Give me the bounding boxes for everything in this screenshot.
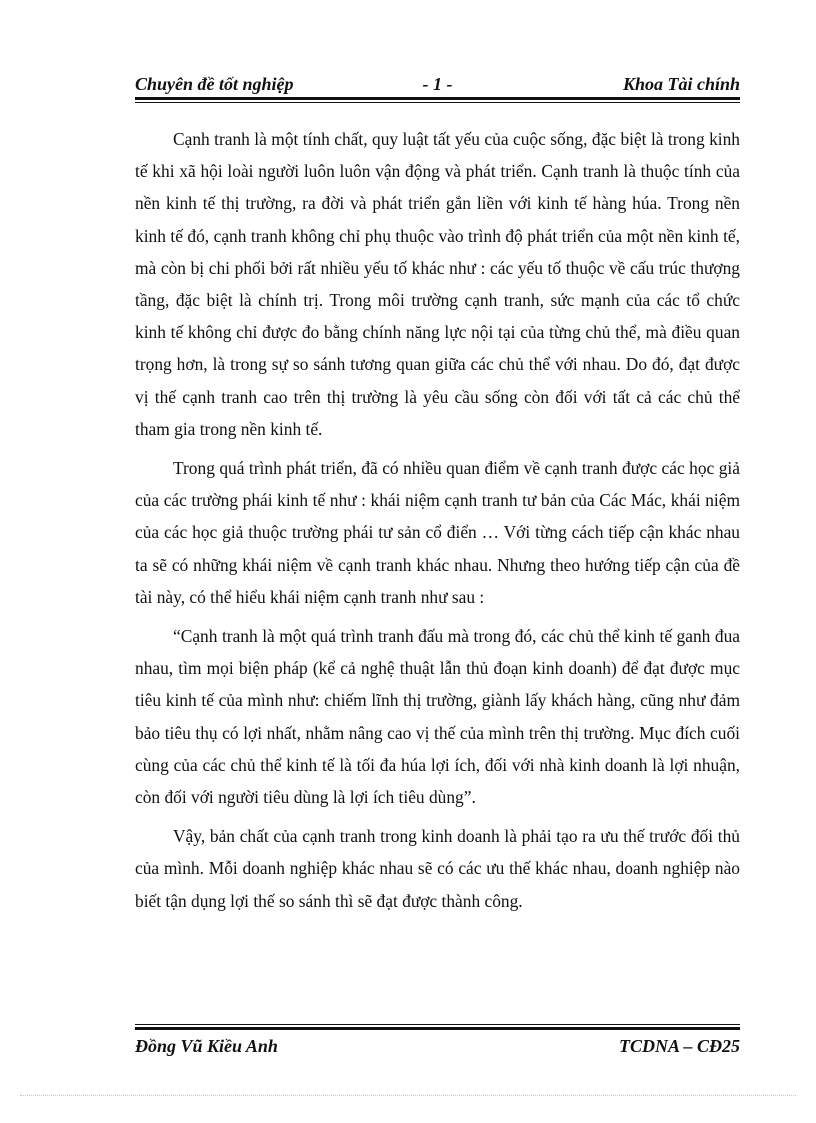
- footer-author: Đồng Vũ Kiều Anh: [135, 1036, 278, 1056]
- header-rule-thick: [135, 97, 740, 100]
- page-header: [135, 72, 740, 96]
- paragraph: “Cạnh tranh là một quá trình tranh đấu mà trong đó, các chủ thể kinh tế ganh đua nhau, tìm mọi biện pháp (kể cả nghệ thuật lẫn thủ đoạn kinh doanh) để đạt được mục tiêu kinh tế của mình như: chiếm lĩnh thị trường, giành lấy khách hàng, cũng như đảm bảo tiêu thụ có lợi nhất, nhằm nâng cao vị thế của mình trên thị trường. Mục đích cuối cùng của các chủ thể kinh tế là tối đa húa lợi ích, đối với nhà kinh doanh là lợi nhuận, còn đối với người tiêu dùng là lợi ích tiêu dùng”.: [135, 626, 740, 808]
- footer-rule-thick: [135, 1027, 740, 1030]
- page-number: - 1 -: [422, 74, 453, 94]
- page-footer: [135, 1036, 740, 1060]
- footer-class-code: TCDNA – CĐ25: [618, 1036, 740, 1056]
- document-body: [135, 123, 740, 924]
- header-document-type: Chuyên đề tốt nghiệp: [135, 74, 294, 94]
- header-faculty: Khoa Tài chính: [622, 74, 740, 94]
- paragraph: Trong quá trình phát triển, đã có nhiều quan điểm về cạnh tranh được các học giả của các trường phái kinh tế như : khái niệm cạnh tranh tư bản của Các Mác, khái niệm của các học giả thuộc trường phái tư sản cổ điển … Với từng cách tiếp cận khác nhau ta sẽ có những khái niệm về cạnh tranh khác nhau. Nhưng theo hướng tiếp cận của đề tài này, có thể hiểu khái niệm cạnh tranh như sau :: [135, 458, 740, 607]
- paragraph: Vậy, bản chất của cạnh tranh trong kinh doanh là phải tạo ra ưu thế trước đối thủ của mình. Mỗi doanh nghiệp khác nhau sẽ có các ưu thế khác nhau, doanh nghiệp nào biết tận dụng lợi thế so sánh thì sẽ đạt được thành công.: [135, 826, 740, 911]
- footer-rule-thin: [135, 1024, 740, 1025]
- paragraph: Cạnh tranh là một tính chất, quy luật tất yếu của cuộc sống, đặc biệt là trong kinh tế khi xã hội loài người luôn luôn vận động và phát triển. Cạnh tranh là thuộc tính của nền kinh tế thị trường, ra đời và phát triển gắn liền với kinh tế hàng húa. Trong nền kinh tế đó, cạnh tranh không chỉ phụ thuộc vào trình độ phát triển của một nền kinh tế, mà còn bị chi phối bởi rất nhiều yếu tố khác như : các yếu tố thuộc về cấu trúc thượng tầng, đặc biệt là chính trị. Trong môi trường cạnh tranh, sức mạnh của các tổ chức kinh tế không chỉ được đo bằng chính năng lực nội tại của từng chủ thể, mà điều quan trọng hơn, là trong sự so sánh tương quan giữa các chủ thể với nhau. Do đó, đạt được vị thế cạnh tranh cao trên thị trường là yêu cầu sống còn đối với tất cả các chủ thể tham gia trong nền kinh tế.: [135, 129, 740, 439]
- page-edge-divider: [20, 1095, 796, 1096]
- header-rule-thin: [135, 102, 740, 103]
